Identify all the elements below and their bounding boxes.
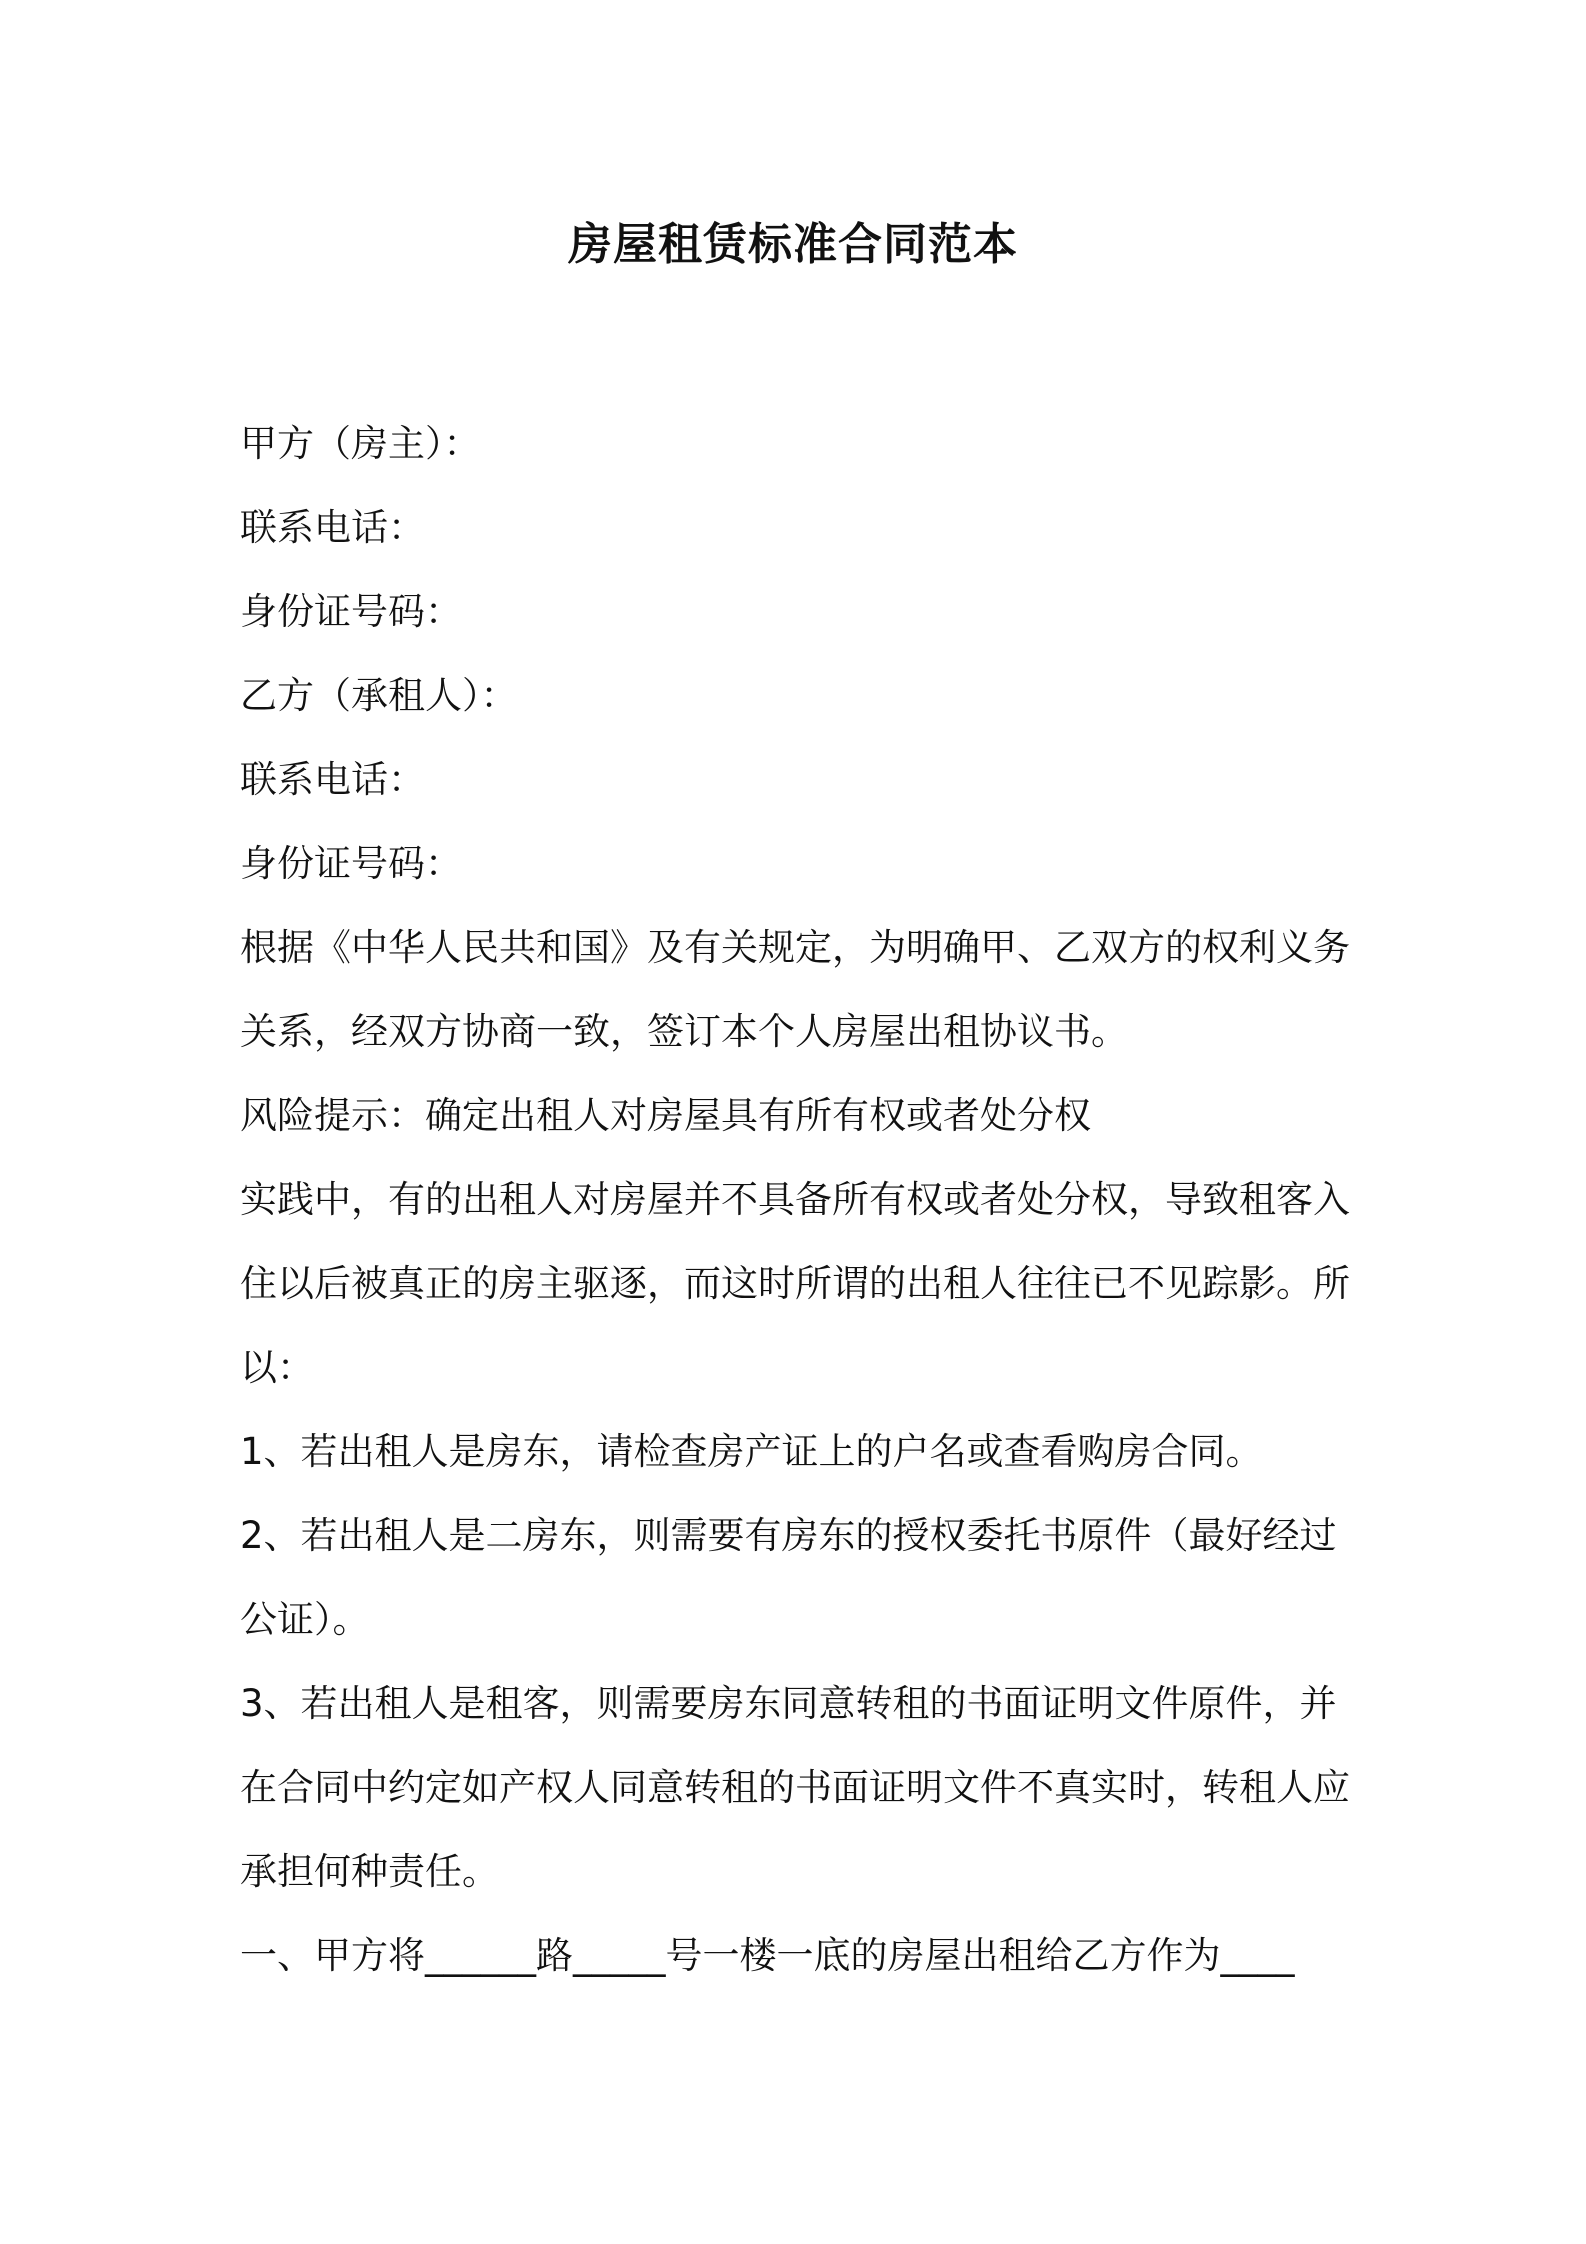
preamble-paragraph: 根据《中华人民共和国》及有关规定，为明确甲、乙双方的权利义务关系，经双方协商一致，签订本个人房屋出租协议书。 [240,926,1350,1053]
party-a-phone-label: 联系电话： [240,506,425,549]
list-item-3: 3、若出租人是租客，则需要房东同意转租的书面证明文件原件，并在合同中约定如产权人同意转租的书面证明文件不真实时，转租人应承担何种责任。 [240,1682,1350,1893]
risk-notice-heading: 风险提示：确定出租人对房屋具有所有权或者处分权 [240,1094,1091,1137]
party-a-label: 甲方（房主）： [240,422,481,465]
party-b-phone-label: 联系电话： [240,758,425,801]
party-b-label: 乙方（承租人）： [240,674,518,717]
practice-paragraph: 实践中，有的出租人对房屋并不具备所有权或者处分权，导致租客入住以后被真正的房主驱逐，而这时所谓的出租人往往已不见踪影。所以： [240,1178,1350,1389]
document-title: 房屋租赁标准合同范本 [568,219,1018,270]
document-body [240,402,1350,1998]
list-item-2: 2、若出租人是二房东，则需要有房东的授权委托书原件（最好经过公证）。 [240,1514,1337,1641]
list-item-1: 1、若出租人是房东，请检查房产证上的户名或查看购房合同。 [240,1430,1263,1473]
party-b-id-label: 身份证号码： [240,842,462,885]
party-a-id-label: 身份证号码： [240,590,462,633]
clause-1-paragraph: 一、甲方将______路_____号一楼一底的房屋出租给乙方作为____ [240,1934,1295,1977]
